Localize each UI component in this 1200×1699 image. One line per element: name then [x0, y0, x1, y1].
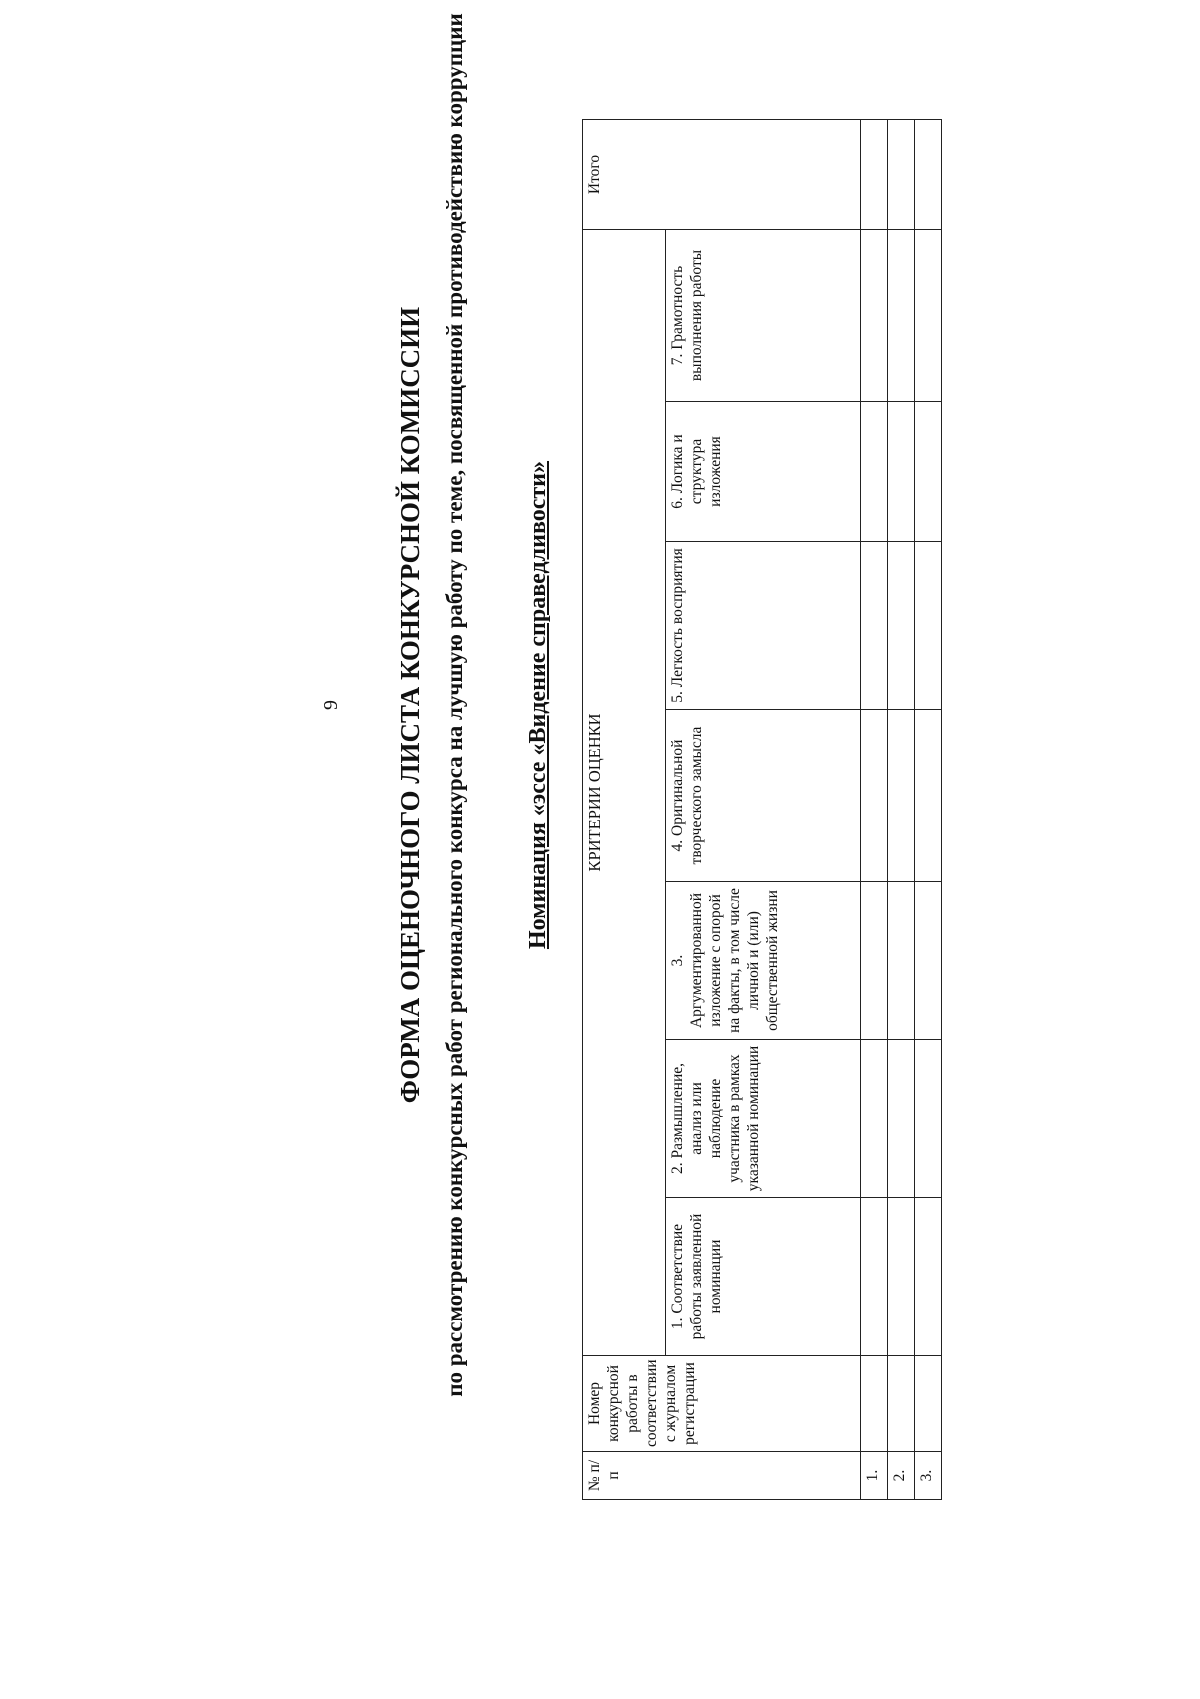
criterion-7: 7. Грамотность выполнения работы [666, 229, 861, 401]
rotated-page [320, 0, 1040, 1530]
table-cell[interactable] [861, 882, 888, 1040]
table-row [861, 119, 888, 1499]
row-number: 2. [888, 1452, 915, 1500]
table-cell[interactable] [915, 1198, 942, 1356]
table-cell[interactable] [888, 1040, 915, 1198]
table-cell[interactable] [888, 710, 915, 882]
table-cell[interactable] [915, 1040, 942, 1198]
nomination-text: Номинация «эссе «Видение справедливости» [525, 460, 551, 950]
criterion-3: 3. Аргументированной изложение с опорой на факты, в том числе личной и (или) общественной жизни [666, 882, 861, 1040]
table-cell[interactable] [915, 882, 942, 1040]
form-subtitle: по рассмотрению конкурсных работ регионального конкурса на лучшую работу по теме, посвященной противодействию коррупции [442, 13, 467, 1397]
table-cell[interactable] [888, 402, 915, 542]
table-cell[interactable] [861, 1198, 888, 1356]
table-cell[interactable] [915, 119, 942, 229]
table-cell[interactable] [915, 229, 942, 401]
table-cell[interactable] [861, 119, 888, 229]
table-cell[interactable] [915, 542, 942, 710]
table-cell[interactable] [861, 229, 888, 401]
table-row [888, 119, 915, 1499]
row-number: 1. [861, 1452, 888, 1500]
criterion-6: 6. Логика и структура изложения [666, 402, 861, 542]
table-row [915, 119, 942, 1499]
page-number: 9 [320, 700, 342, 710]
col-header-total: Итого [583, 119, 861, 229]
table-cell[interactable] [861, 1356, 888, 1452]
table-cell[interactable] [888, 542, 915, 710]
col-header-number: № п/п [583, 1452, 861, 1500]
table-cell[interactable] [915, 710, 942, 882]
table-cell[interactable] [915, 1356, 942, 1452]
table-cell[interactable] [915, 402, 942, 542]
criterion-1: 1. Соответствие работы заявленной номинации [666, 1198, 861, 1356]
criterion-5: 5. Легкость восприятия [666, 542, 861, 710]
table-cell[interactable] [888, 1198, 915, 1356]
criteria-header: КРИТЕРИИ ОЦЕНКИ [583, 229, 666, 1355]
evaluation-table [582, 119, 942, 1500]
table-cell[interactable] [861, 710, 888, 882]
nomination-heading [525, 0, 552, 1530]
col-header-registration: Номер конкурсной работы в соответствии с журналом регистрации [583, 1356, 861, 1452]
table-cell[interactable] [861, 542, 888, 710]
table-cell[interactable] [888, 882, 915, 1040]
table-cell[interactable] [888, 1356, 915, 1452]
table-cell[interactable] [861, 1040, 888, 1198]
form-title: ФОРМА ОЦЕНОЧНОГО ЛИСТА КОНКУРСНОЙ КОМИССИИ [395, 306, 425, 1104]
table-cell[interactable] [888, 229, 915, 401]
row-number: 3. [915, 1452, 942, 1500]
criterion-4: 4. Оригинальной творческого замысла [666, 710, 861, 882]
table-cell[interactable] [861, 402, 888, 542]
table-cell[interactable] [888, 119, 915, 229]
criterion-2: 2. Размышление, анализ или наблюдение участника в рамках указанной номинации [666, 1040, 861, 1198]
